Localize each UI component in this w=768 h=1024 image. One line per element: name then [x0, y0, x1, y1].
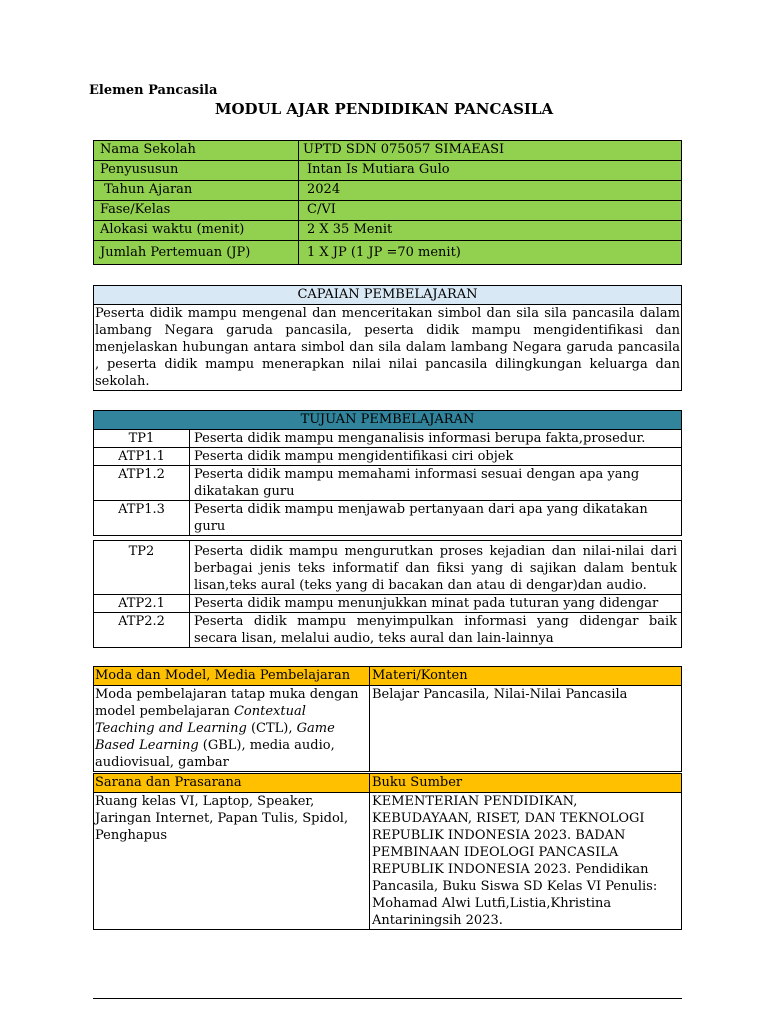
identity-row — [94, 161, 682, 181]
moda-table — [93, 666, 682, 772]
identity-row — [94, 141, 682, 161]
materi-header: Materi/Konten — [370, 667, 682, 686]
tp-code: ATP1.3 — [94, 501, 190, 536]
identity-row — [94, 241, 682, 265]
footer-divider — [93, 998, 682, 999]
tp-text: Peserta didik mampu menunjukkan minat pada tuturan yang didengar — [190, 595, 682, 613]
tujuan-row — [94, 466, 682, 501]
identity-key: Penyususun — [94, 161, 299, 181]
tujuan-header: TUJUAN PEMBELAJARAN — [94, 411, 682, 430]
tp-text: Peserta didik mampu menyimpulkan informasi yang didengar baik secara lisan, melalui audio, teks aural dan lain-lainnya — [190, 613, 682, 648]
tp-code: TP2 — [94, 541, 190, 595]
tp-text: Peserta didik mampu mengurutkan proses kejadian dan nilai-nilai dari berbagai jenis teks informatif dan fiksi yang di sajikan dalam bentuk lisan,teks aural (teks yang di bacakan dan atau di dengar)dan audio. — [190, 541, 682, 595]
tp-text: Peserta didik mampu menjawab pertanyaan dari apa yang dikatakan guru — [190, 501, 682, 536]
identity-value: UPTD SDN 075057 SIMAEASI — [299, 141, 682, 161]
identity-key: Alokasi waktu (menit) — [94, 221, 299, 241]
tp-code: ATP2.1 — [94, 595, 190, 613]
identity-row — [94, 221, 682, 241]
tujuan-row — [94, 501, 682, 536]
tujuan-row — [94, 448, 682, 466]
tujuan-table-2 — [93, 540, 682, 648]
tujuan-row — [94, 430, 682, 448]
materi-text: Belajar Pancasila, Nilai-Nilai Pancasila — [370, 686, 682, 772]
tujuan-row — [94, 541, 682, 595]
tp-text: Peserta didik mampu mengidentifikasi ciri objek — [190, 448, 682, 466]
moda-text: Moda pembelajaran tatap muka dengan model pembelajaran Contextual Teaching and Learning (CTL), Game Based Learning (GBL), media audio, audiovisual, gambar — [94, 686, 370, 772]
buku-header: Buku Sumber — [370, 774, 682, 793]
tp-text: Peserta didik mampu memahami informasi sesuai dengan apa yang dikatakan guru — [190, 466, 682, 501]
moda-header: Moda dan Model, Media Pembelajaran — [94, 667, 370, 686]
tp-text: Peserta didik mampu menganalisis informasi berupa fakta,prosedur. — [190, 430, 682, 448]
identity-value: 2 X 35 Menit — [299, 221, 682, 241]
subtitle: Elemen Pancasila — [89, 83, 218, 98]
identity-value: C/VI — [299, 201, 682, 221]
capaian-header: CAPAIAN PEMBELAJARAN — [94, 286, 682, 305]
identity-key: Nama Sekolah — [94, 141, 299, 161]
tujuan-row — [94, 595, 682, 613]
tujuan-table — [93, 410, 682, 536]
sarana-table — [93, 773, 682, 930]
capaian-text: Peserta didik mampu mengenal dan menceritakan simbol dan sila sila pancasila dalam lambang Negara garuda pancasila, peserta didik mampu mengidentifikasi dan menjelaskan hubungan antara simbol dan sila dalam lambang Negara garuda pancasila , peserta didik mampu menerapkan nilai nilai pancasila dilingkungan keluarga dan sekolah. — [95, 306, 680, 389]
page-title: MODUL AJAR PENDIDIKAN PANCASILA — [214, 100, 554, 118]
tp-code: TP1 — [94, 430, 190, 448]
identity-row — [94, 201, 682, 221]
identity-key: Tahun Ajaran — [94, 181, 299, 201]
capaian-table — [93, 285, 682, 391]
tp-code: ATP1.1 — [94, 448, 190, 466]
tujuan-row — [94, 613, 682, 648]
identity-table — [93, 140, 682, 265]
sarana-header: Sarana dan Prasarana — [94, 774, 370, 793]
identity-row — [94, 181, 682, 201]
tp-code: ATP2.2 — [94, 613, 190, 648]
identity-key: Jumlah Pertemuan (JP) — [94, 241, 299, 265]
tp-code: ATP1.2 — [94, 466, 190, 501]
sarana-text: Ruang kelas VI, Laptop, Speaker, Jaringan Internet, Papan Tulis, Spidol, Penghapus — [94, 793, 370, 930]
identity-value: Intan Is Mutiara Gulo — [299, 161, 682, 181]
buku-text: KEMENTERIAN PENDIDIKAN, KEBUDAYAAN, RISET, DAN TEKNOLOGI REPUBLIK INDONESIA 2023. BADAN PEMBINAAN IDEOLOGI PANCASILA REPUBLIK INDONESIA 2023. Pendidikan Pancasila, Buku Siswa SD Kelas VI Penulis: Mohamad Alwi Lutfi,Listia,Khristina Antariningsih 2023. — [370, 793, 682, 930]
identity-value: 1 X JP (1 JP =70 menit) — [299, 241, 682, 265]
identity-key: Fase/Kelas — [94, 201, 299, 221]
identity-value: 2024 — [299, 181, 682, 201]
